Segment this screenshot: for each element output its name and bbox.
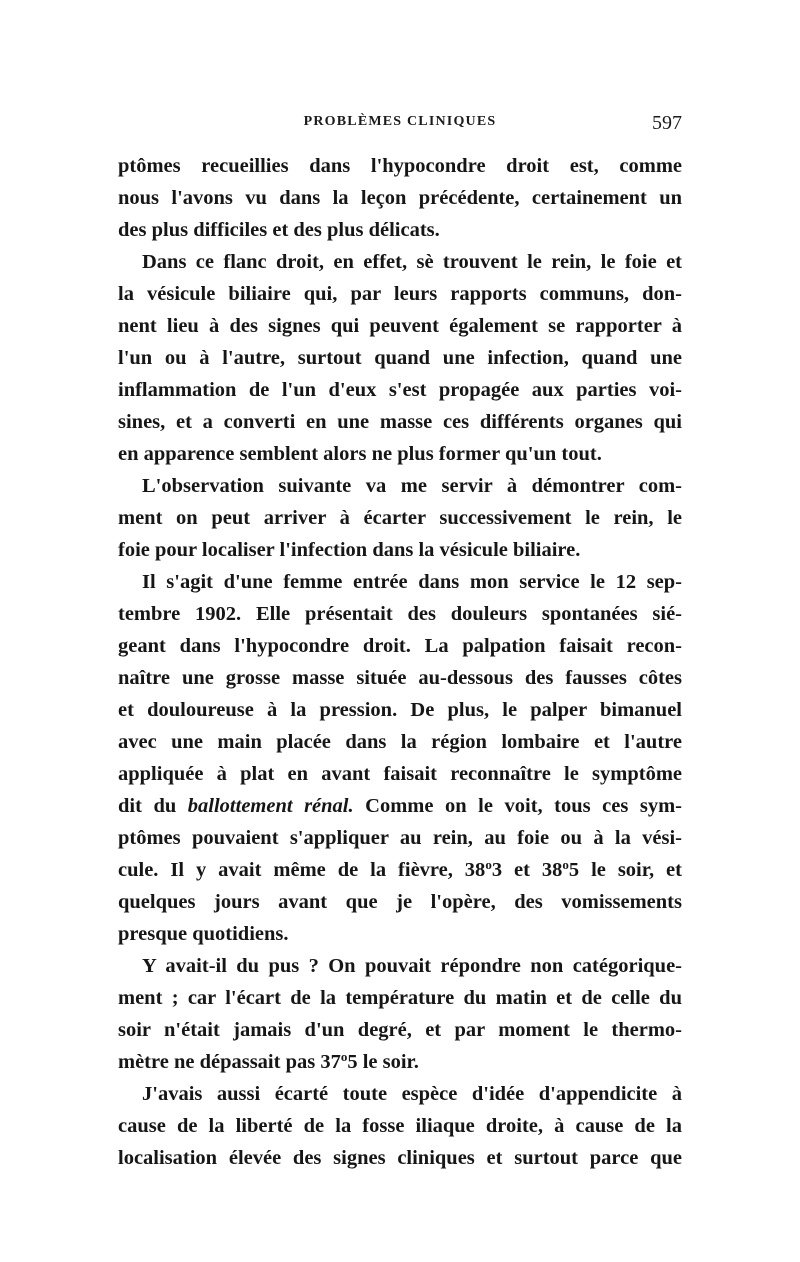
text-line: Y avait-il du pus ? On pouvait répondre non catégorique- [142, 955, 682, 977]
text-line: Il s'agit d'une femme entrée dans mon service le 12 sep- [142, 571, 682, 593]
text-line: L'observation suivante va me servir à démontrer com- [142, 475, 682, 497]
text-line: quelques jours avant que je l'opère, des vomissements [118, 891, 682, 913]
text-line: ment ; car l'écart de la température du matin et de celle du [118, 987, 682, 1009]
text-line: soir n'était jamais d'un degré, et par moment le thermo- [118, 1019, 682, 1041]
degree-superscript: o [340, 1049, 348, 1064]
degree-superscript: o [485, 857, 492, 872]
text-line: ptômes recueillies dans l'hypocondre droit est, comme [118, 155, 682, 177]
text-line: presque quotidiens. [118, 923, 289, 945]
text-line [118, 854, 682, 886]
text-fragment: Comme on le voit, tous ces sym- [353, 795, 682, 817]
text-line: Dans ce flanc droit, en effet, sè trouvent le rein, le foie et [142, 251, 682, 273]
text-line: geant dans l'hypocondre droit. La palpation faisait recon- [118, 635, 682, 657]
text-line: nous l'avons vu dans la leçon précédente, certainement un [118, 187, 682, 209]
text-fragment: mètre ne dépassait pas 37 [118, 1051, 341, 1073]
text-line: localisation élevée des signes cliniques et surtout parce que [118, 1147, 682, 1169]
text-fragment: 3 et 38 [491, 859, 563, 881]
text-line: avec une main placée dans la région lombaire et l'autre [118, 731, 682, 753]
text-line [118, 790, 682, 822]
text-line: ment on peut arriver à écarter successivement le rein, le [118, 507, 682, 529]
text-line: foie pour localiser l'infection dans la vésicule biliaire. [118, 539, 581, 561]
page-header [118, 114, 682, 138]
text-line: ptômes pouvaient s'appliquer au rein, au foie ou à la vési- [118, 827, 682, 849]
text-line: l'un ou à l'autre, surtout quand une infection, quand une [118, 347, 682, 369]
text-line: et douloureuse à la pression. De plus, le palper bimanuel [118, 699, 682, 721]
text-line: en apparence semblent alors ne plus former qu'un tout. [118, 443, 602, 465]
text-line: la vésicule biliaire qui, par leurs rapports communs, don- [118, 283, 682, 305]
text-fragment: dit du [118, 795, 188, 817]
running-title: PROBLÈMES CLINIQUES [303, 114, 497, 129]
text-fragment: 5 le soir, et [568, 859, 682, 881]
text-line: nent lieu à des signes qui peuvent également se rapporter à [118, 315, 682, 337]
text-line: inflammation de l'un d'eux s'est propagée aux parties voi- [118, 379, 682, 401]
text-fragment: 5 le soir. [347, 1051, 419, 1073]
text-line: J'avais aussi écarté toute espèce d'idée d'appendicite à [142, 1083, 682, 1105]
italic-term: ballottement rénal. [187, 795, 354, 817]
degree-superscript: o [562, 857, 569, 872]
text-line: tembre 1902. Elle présentait des douleurs spontanées sié- [118, 603, 682, 625]
text-line: naître une grosse masse située au-dessous des fausses côtes [118, 667, 682, 689]
text-line [118, 1046, 682, 1078]
text-line: sines, et a converti en une masse ces différents organes qui [118, 411, 682, 433]
page-number: 597 [652, 112, 682, 134]
text-line: appliquée à plat en avant faisait reconnaître le symptôme [118, 763, 682, 785]
text-line: des plus difficiles et des plus délicats. [118, 219, 440, 241]
body-text [118, 150, 682, 1174]
text-fragment: cule. Il y avait même de la fièvre, 38 [118, 859, 486, 881]
text-line: cause de la liberté de la fosse iliaque droite, à cause de la [118, 1115, 682, 1137]
